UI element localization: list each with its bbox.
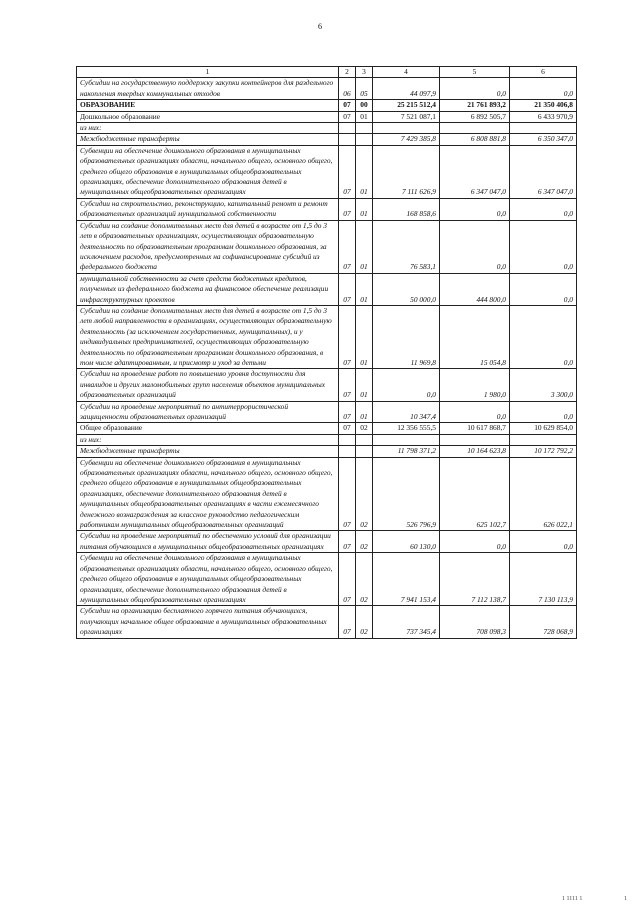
- cell-c2: 07: [339, 273, 356, 305]
- cell-v5: 10 164 623,8: [440, 446, 510, 457]
- cell-v6: 0,0: [510, 78, 577, 100]
- cell-v5: 0,0: [440, 220, 510, 273]
- table-row: [77, 446, 577, 457]
- cell-name: Субвенции на обеспечение дошкольного образования в муниципальных образовательных организациях области, начального общего, основного общего, среднего общего образования в муниципальных общеобразовательных организациях, обеспечение дополнительного образования детей в муниципальных общеобразовательных организациях: [77, 145, 339, 198]
- cell-v4: 7 521 087,1: [373, 111, 440, 122]
- cell-v4: 12 356 555,5: [373, 423, 440, 434]
- cell-v5: [440, 434, 510, 445]
- header-col-1: 1: [77, 67, 339, 78]
- table-row: [77, 305, 577, 368]
- table-row: [77, 531, 577, 553]
- cell-name: Субсидии на организацию бесплатного горячего питания обучающихся, получающих начальное общее образование в муниципальных образовательных организациях: [77, 606, 339, 638]
- cell-v4: 60 130,0: [373, 531, 440, 553]
- table-row: [77, 606, 577, 638]
- cell-v5: 0,0: [440, 78, 510, 100]
- cell-c2: 07: [339, 100, 356, 111]
- page-number: 6: [318, 22, 322, 31]
- cell-c3: 02: [356, 531, 373, 553]
- table-row: [77, 220, 577, 273]
- cell-name: муниципальной собственности за счет средств бюджетных кредитов, полученных из федерального бюджета на финансовое обеспечение реализации инфраструктурных проектов: [77, 273, 339, 305]
- cell-v6: 3 300,0: [510, 369, 577, 401]
- header-col-2: 2: [339, 67, 356, 78]
- cell-c3: 01: [356, 401, 373, 423]
- cell-v6: 21 350 406,8: [510, 100, 577, 111]
- cell-v5: 10 617 868,7: [440, 423, 510, 434]
- cell-v5: 0,0: [440, 198, 510, 220]
- cell-c2: 06: [339, 78, 356, 100]
- cell-name: из них:: [77, 434, 339, 445]
- cell-c3: [356, 123, 373, 134]
- cell-v6: 0,0: [510, 531, 577, 553]
- cell-name: Субсидии на строительство, реконструкцию, капитальный ремонт и ремонт образовательных организаций муниципальной собственности: [77, 198, 339, 220]
- cell-name: Дошкольное образование: [77, 111, 339, 122]
- cell-c2: 07: [339, 369, 356, 401]
- cell-v4: 7 941 153,4: [373, 553, 440, 606]
- cell-name: Субсидии на государственную поддержку закупки контейнеров для раздельного накопления твердых коммунальных отходов: [77, 78, 339, 100]
- cell-v5: 7 112 138,7: [440, 553, 510, 606]
- header-col-5: 5: [440, 67, 510, 78]
- cell-v6: 0,0: [510, 273, 577, 305]
- cell-c3: 02: [356, 606, 373, 638]
- cell-c3: 01: [356, 305, 373, 368]
- cell-v5: 6 892 505,7: [440, 111, 510, 122]
- table-row: [77, 369, 577, 401]
- cell-c2: [339, 434, 356, 445]
- cell-v6: 626 022,1: [510, 457, 577, 531]
- cell-v6: 0,0: [510, 401, 577, 423]
- table-body: [77, 67, 577, 639]
- cell-c3: 05: [356, 78, 373, 100]
- cell-v6: [510, 123, 577, 134]
- cell-v4: [373, 434, 440, 445]
- cell-v4: 737 345,4: [373, 606, 440, 638]
- cell-v5: 625 102,7: [440, 457, 510, 531]
- cell-v6: 6 347 047,0: [510, 145, 577, 198]
- cell-v5: [440, 123, 510, 134]
- cell-v4: 10 347,4: [373, 401, 440, 423]
- cell-name: Субвенции на обеспечение дошкольного образования в муниципальных образовательных организациях области, начального общего, основного общего, среднего общего образования в муниципальных общеобразовательных организациях, обеспечение дополнительного образования детей в муниципальных общеобразовательных организациях в части ежемесячного денежного вознаграждения за классное руководство педагогическим работникам муниципальных общеобразовательных организаций: [77, 457, 339, 531]
- cell-v4: 11 969,8: [373, 305, 440, 368]
- cell-name: Субсидии на проведение мероприятий по антитеррористической защищенности образовательных организаций: [77, 401, 339, 423]
- cell-name: Субсидии на проведение мероприятий по обеспечению условий для организации питания обучающихся в муниципальных общеобразовательных организациях: [77, 531, 339, 553]
- cell-v4: 526 796,9: [373, 457, 440, 531]
- cell-v5: 0,0: [440, 531, 510, 553]
- cell-v4: 7 429 385,8: [373, 134, 440, 145]
- cell-v4: 0,0: [373, 369, 440, 401]
- cell-c3: 02: [356, 457, 373, 531]
- cell-v6: 0,0: [510, 198, 577, 220]
- cell-name: Межбюджетные трансферты: [77, 446, 339, 457]
- table-row: [77, 78, 577, 100]
- table-row: [77, 111, 577, 122]
- cell-c3: [356, 134, 373, 145]
- budget-table: [76, 66, 577, 639]
- cell-name: Субсидии на создание дополнительных мест для детей в возрасте от 1,5 до 3 лет в образовательных организациях, осуществляющих образовательную деятельность по образовательным программам дошкольного образования, за исключением расходов, предусмотренных на софинансирование субсидий из федерального бюджета: [77, 220, 339, 273]
- cell-name: Субсидии на создание дополнительных мест для детей в возрасте от 1,5 до 3 лет любой направленности в организациях, осуществляющих образовательную деятельность (за исключением государственных, муниципальных), и у индивидуальных предпринимателей, осуществляющих образовательную деятельность по образовательным программам дошкольного образования, в том числе адаптированным, и присмотр и уход за детьми: [77, 305, 339, 368]
- cell-c2: [339, 134, 356, 145]
- table-row: [77, 401, 577, 423]
- cell-v6: 728 068,9: [510, 606, 577, 638]
- cell-c2: 07: [339, 145, 356, 198]
- cell-c2: 07: [339, 198, 356, 220]
- header-col-6: 6: [510, 67, 577, 78]
- table-row: [77, 273, 577, 305]
- cell-c2: 07: [339, 531, 356, 553]
- cell-v4: 50 000,0: [373, 273, 440, 305]
- header-col-3: 3: [356, 67, 373, 78]
- cell-c3: 02: [356, 423, 373, 434]
- footer-mark: 1: [624, 896, 627, 902]
- cell-v6: 6 350 347,0: [510, 134, 577, 145]
- cell-name: Межбюджетные трансферты: [77, 134, 339, 145]
- cell-c3: [356, 434, 373, 445]
- cell-c3: 01: [356, 220, 373, 273]
- footer-stamp: 1 1111 1: [562, 896, 583, 902]
- cell-v5: 6 347 047,0: [440, 145, 510, 198]
- cell-v6: 10 629 854,0: [510, 423, 577, 434]
- header-col-4: 4: [373, 67, 440, 78]
- table-row: [77, 100, 577, 111]
- cell-c3: 01: [356, 145, 373, 198]
- table-row: [77, 434, 577, 445]
- cell-v5: 1 980,0: [440, 369, 510, 401]
- table-row: [77, 123, 577, 134]
- cell-name: Субвенции на обеспечение дошкольного образования в муниципальных образовательных организациях области, начального общего, основного общего, среднего общего образования в муниципальных общеобразовательных организациях, обеспечение дополнительного образования детей в муниципальных общеобразовательных организациях: [77, 553, 339, 606]
- cell-c2: 07: [339, 457, 356, 531]
- cell-v4: 168 858,6: [373, 198, 440, 220]
- cell-v5: 6 808 881,8: [440, 134, 510, 145]
- cell-v5: 21 761 893,2: [440, 100, 510, 111]
- cell-name: Общее образование: [77, 423, 339, 434]
- cell-c3: 02: [356, 553, 373, 606]
- cell-name: из них:: [77, 123, 339, 134]
- cell-c2: 07: [339, 423, 356, 434]
- table-row: [77, 145, 577, 198]
- table-row: [77, 553, 577, 606]
- table-row: [77, 134, 577, 145]
- cell-c3: 00: [356, 100, 373, 111]
- cell-v4: 76 583,1: [373, 220, 440, 273]
- cell-c2: 07: [339, 220, 356, 273]
- cell-c3: 01: [356, 198, 373, 220]
- cell-v6: 0,0: [510, 220, 577, 273]
- cell-c2: 07: [339, 401, 356, 423]
- cell-c2: 07: [339, 606, 356, 638]
- cell-c3: [356, 446, 373, 457]
- cell-c2: [339, 123, 356, 134]
- cell-c2: [339, 446, 356, 457]
- cell-v4: 11 798 371,2: [373, 446, 440, 457]
- cell-c3: 01: [356, 273, 373, 305]
- cell-c2: 07: [339, 111, 356, 122]
- cell-v5: 708 098,3: [440, 606, 510, 638]
- cell-v6: 6 433 970,9: [510, 111, 577, 122]
- cell-v6: [510, 434, 577, 445]
- cell-c2: 07: [339, 305, 356, 368]
- table-row: [77, 457, 577, 531]
- cell-v5: 444 800,0: [440, 273, 510, 305]
- cell-c3: 01: [356, 369, 373, 401]
- cell-v5: 0,0: [440, 401, 510, 423]
- cell-v6: 0,0: [510, 305, 577, 368]
- table-row: [77, 198, 577, 220]
- cell-v6: 10 172 792,2: [510, 446, 577, 457]
- cell-v4: 7 111 626,9: [373, 145, 440, 198]
- cell-v6: 7 130 113,9: [510, 553, 577, 606]
- table-header-row: [77, 67, 577, 78]
- cell-name: ОБРАЗОВАНИЕ: [77, 100, 339, 111]
- table-row: [77, 423, 577, 434]
- cell-c2: 07: [339, 553, 356, 606]
- cell-v4: [373, 123, 440, 134]
- cell-v5: 15 054,8: [440, 305, 510, 368]
- cell-v4: 44 097,9: [373, 78, 440, 100]
- cell-name: Субсидии на проведение работ по повышению уровня доступности для инвалидов и других маломобильных групп населения объектов муниципальных образовательных организаций: [77, 369, 339, 401]
- cell-c3: 01: [356, 111, 373, 122]
- cell-v4: 25 215 512,4: [373, 100, 440, 111]
